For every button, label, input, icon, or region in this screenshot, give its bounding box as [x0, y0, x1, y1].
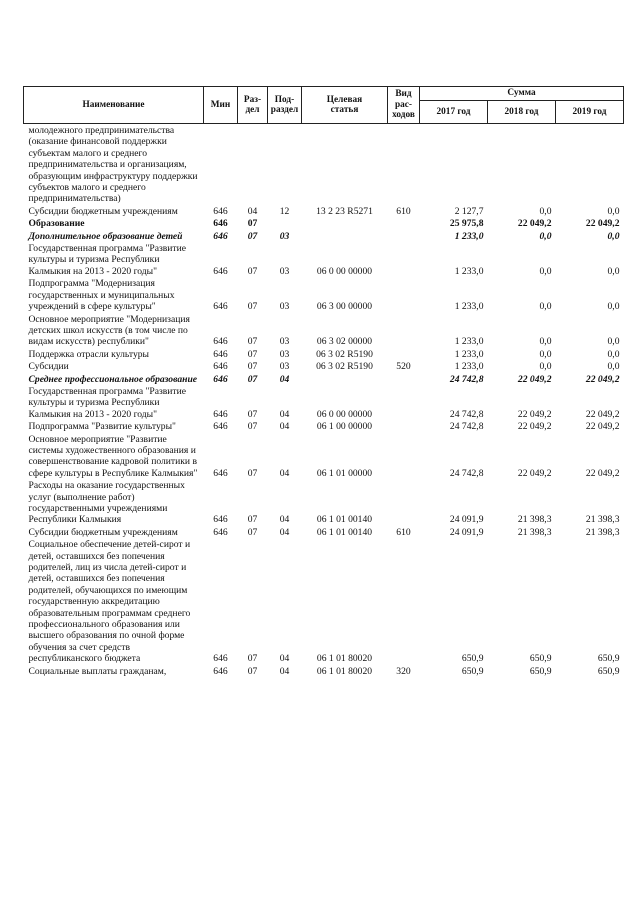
col-header-min: Мин — [204, 87, 238, 124]
row-sum-2018: 650,9 — [529, 665, 552, 677]
row-podrazdel: 03 — [279, 230, 290, 242]
row-target-article — [302, 124, 388, 206]
row-sum-2019: 22 049,2 — [585, 373, 620, 385]
row-target-article: 06 1 00 00000 — [316, 421, 373, 433]
row-sum-2019: 22 049,2 — [585, 408, 620, 420]
table-row — [24, 231, 624, 243]
row-expense-type — [388, 434, 420, 481]
table-row — [24, 206, 624, 218]
table-row — [24, 349, 624, 361]
table-row — [24, 374, 624, 386]
row-name: Подпрограмма "Развитие культуры" — [28, 421, 176, 433]
row-sum-2017: 24 742,8 — [449, 373, 484, 385]
row-sum-2018: 22 049,2 — [517, 421, 552, 433]
row-name: молодежного предпринимательства (оказание финансовой поддержки субъектам малого и среднего предпринимательства и организациям, образующим инфраструктуру поддержки субъектов малого и среднего предпринимательства) — [28, 125, 198, 205]
row-podrazdel: 03 — [279, 361, 290, 373]
row-min: 646 — [213, 230, 228, 242]
row-name: Субсидии бюджетным учреждениям — [28, 526, 178, 538]
row-sum-2017: 1 233,0 — [454, 336, 484, 348]
row-razdel — [238, 124, 268, 206]
table-row — [24, 218, 624, 230]
row-name: Основное мероприятие "Модернизация детских школ искусств (в том числе по видам искусств) республики" — [28, 313, 190, 348]
row-name: Государственная программа "Развитие культуры и туризма Республики Калмыкия на 2013 - 2020 годы" — [28, 243, 187, 277]
col-header-2018: 2018 год — [488, 101, 556, 124]
row-sum-2018 — [488, 124, 556, 206]
row-name: Дополнительное образование детей — [28, 230, 183, 242]
row-sum-2018: 21 398,3 — [517, 526, 552, 538]
row-sum-2019: 0,0 — [607, 230, 620, 242]
row-name: Государственная программа "Развитие культуры и туризма Республики Калмыкия на 2013 - 2020 годы" — [28, 385, 187, 420]
row-sum-2018: 22 049,2 — [517, 373, 552, 385]
row-target-article: 13 2 23 R5271 — [316, 205, 373, 217]
row-sum-2017: 24 091,9 — [449, 526, 484, 538]
row-expense-type — [388, 539, 420, 665]
table-row — [24, 361, 624, 373]
table-row — [24, 124, 624, 206]
row-sum-2018: 0,0 — [539, 265, 552, 277]
row-sum-2019: 0,0 — [607, 336, 620, 348]
row-sum-2018: 0,0 — [539, 301, 552, 313]
row-sum-2017: 1 233,0 — [454, 361, 484, 373]
row-expense-type: 520 — [396, 361, 411, 373]
row-expense-type — [388, 480, 420, 527]
row-sum-2019: 0,0 — [607, 348, 620, 360]
table-row — [24, 421, 624, 433]
row-podrazdel: 04 — [279, 653, 290, 665]
row-target-article: 06 1 01 80020 — [316, 653, 373, 665]
row-target-article: 06 1 01 00140 — [316, 526, 373, 538]
row-min: 646 — [213, 467, 228, 479]
row-podrazdel — [268, 218, 302, 230]
row-target-article — [302, 374, 388, 386]
row-name: Субсидии — [28, 361, 69, 373]
row-expense-type — [388, 421, 420, 433]
row-min: 646 — [213, 421, 228, 433]
row-razdel: 07 — [247, 421, 258, 433]
col-header-2017: 2017 год — [420, 101, 488, 124]
row-podrazdel: 04 — [279, 526, 290, 538]
row-sum-2018: 0,0 — [539, 230, 552, 242]
row-sum-2019: 22 049,2 — [585, 421, 620, 433]
col-header-2019: 2019 год — [556, 101, 624, 124]
row-min: 646 — [213, 265, 228, 277]
row-sum-2017: 25 975,8 — [449, 218, 484, 230]
row-podrazdel: 03 — [279, 301, 290, 313]
row-min: 646 — [213, 205, 228, 217]
table-row — [24, 666, 624, 678]
row-razdel: 07 — [247, 408, 258, 420]
row-sum-2017: 650,9 — [461, 665, 484, 677]
row-razdel: 07 — [247, 514, 258, 526]
row-sum-2018: 0,0 — [539, 205, 552, 217]
row-sum-2018: 0,0 — [539, 348, 552, 360]
row-min: 646 — [213, 514, 228, 526]
row-target-article: 06 1 01 00000 — [316, 467, 373, 479]
row-sum-2019: 0,0 — [607, 205, 620, 217]
row-target-article — [302, 231, 388, 243]
row-expense-type — [388, 314, 420, 349]
row-expense-type: 610 — [396, 205, 411, 217]
row-podrazdel: 03 — [279, 336, 290, 348]
row-sum-2017: 24 091,9 — [449, 514, 484, 526]
row-razdel: 07 — [247, 336, 258, 348]
row-podrazdel: 03 — [279, 265, 290, 277]
row-podrazdel: 04 — [279, 421, 290, 433]
row-target-article: 06 3 02 R5190 — [316, 348, 373, 360]
row-podrazdel: 03 — [279, 348, 290, 360]
row-target-article: 06 1 01 80020 — [316, 665, 373, 677]
row-min: 646 — [213, 526, 228, 538]
row-min — [204, 124, 238, 206]
row-name: Расходы на оказание государственных услуг (выполнение работ) государственными учреждениями Республики Калмыкия — [28, 480, 185, 526]
row-razdel: 07 — [247, 265, 258, 277]
row-podrazdel: 04 — [279, 373, 290, 385]
row-sum-2019: 21 398,3 — [585, 514, 620, 526]
row-target-article: 06 3 02 00000 — [316, 336, 373, 348]
table-row — [24, 434, 624, 481]
row-sum-2017: 650,9 — [461, 653, 484, 665]
row-name: Среднее профессиональное образование — [28, 373, 198, 385]
row-razdel: 07 — [247, 373, 258, 385]
row-sum-2018: 0,0 — [539, 336, 552, 348]
row-sum-2019: 650,9 — [597, 653, 620, 665]
row-expense-type — [388, 124, 420, 206]
row-name: Поддержка отрасли культуры — [28, 348, 149, 360]
row-razdel: 07 — [247, 218, 258, 230]
row-min: 646 — [213, 408, 228, 420]
row-expense-type — [388, 349, 420, 361]
row-podrazdel: 04 — [279, 467, 290, 479]
row-sum-2017: 1 233,0 — [454, 265, 484, 277]
row-min: 646 — [213, 373, 228, 385]
col-header-target: Целевая статья — [302, 87, 388, 124]
row-name: Субсидии бюджетным учреждениям — [28, 205, 178, 217]
col-header-vid: Вид рас- ходов — [388, 87, 420, 124]
row-sum-2019: 0,0 — [607, 361, 620, 373]
row-sum-2018: 22 049,2 — [517, 467, 552, 479]
row-min: 646 — [213, 348, 228, 360]
row-target-article: 06 3 00 00000 — [316, 301, 373, 313]
row-expense-type — [388, 386, 420, 421]
row-sum-2017: 24 742,8 — [449, 421, 484, 433]
row-sum-2019: 22 049,2 — [585, 467, 620, 479]
row-name: Подпрограмма "Модернизация государственных и муниципальных учреждений в сфере культуры" — [28, 278, 175, 313]
row-razdel: 07 — [247, 301, 258, 313]
row-sum-2017: 24 742,8 — [449, 467, 484, 479]
row-name: Социальное обеспечение детей-сирот и детей, оставшихся без попечения родителей, лиц из числа детей-сирот и детей, оставшихся без попечения родителей, обучающихся по имеющим государственную аккредитацию образовательным программам среднего профессионального образования или высшего образования по очной форме обучения за счет средств республиканского бюджета — [28, 539, 191, 665]
row-sum-2017: 1 233,0 — [454, 230, 484, 242]
row-sum-2019: 22 049,2 — [585, 218, 620, 230]
row-podrazdel: 04 — [279, 665, 290, 677]
row-sum-2018: 22 049,2 — [517, 218, 552, 230]
table-row — [24, 278, 624, 313]
row-expense-type: 320 — [396, 665, 411, 677]
col-header-razdel: Раз- дел — [238, 87, 268, 124]
row-sum-2017 — [420, 124, 488, 206]
row-podrazdel: 04 — [279, 514, 290, 526]
row-podrazdel — [268, 124, 302, 206]
row-expense-type — [388, 278, 420, 313]
col-header-podrazdel: Под- раздел — [268, 87, 302, 124]
row-target-article: 06 0 00 00000 — [316, 408, 373, 420]
row-min: 646 — [213, 665, 228, 677]
row-name: Образование — [28, 218, 85, 230]
row-sum-2017: 24 742,8 — [449, 408, 484, 420]
row-sum-2019: 21 398,3 — [585, 526, 620, 538]
row-expense-type: 610 — [396, 526, 411, 538]
row-min: 646 — [213, 361, 228, 373]
table-row — [24, 243, 624, 278]
row-sum-2019: 0,0 — [607, 265, 620, 277]
table-row — [24, 314, 624, 349]
row-sum-2018: 650,9 — [529, 653, 552, 665]
row-expense-type — [388, 374, 420, 386]
col-header-name: Наименование — [24, 87, 204, 124]
row-target-article: 06 3 02 R5190 — [316, 361, 373, 373]
row-min: 646 — [213, 218, 228, 230]
row-podrazdel: 04 — [279, 408, 290, 420]
row-expense-type — [388, 243, 420, 278]
row-target-article: 06 1 01 00140 — [316, 514, 373, 526]
row-sum-2018: 22 049,2 — [517, 408, 552, 420]
row-expense-type — [388, 218, 420, 230]
row-razdel: 07 — [247, 653, 258, 665]
row-sum-2019: 650,9 — [597, 665, 620, 677]
row-sum-2017: 1 233,0 — [454, 348, 484, 360]
row-razdel: 07 — [247, 467, 258, 479]
row-expense-type — [388, 231, 420, 243]
row-sum-2018: 21 398,3 — [517, 514, 552, 526]
row-min: 646 — [213, 301, 228, 313]
row-razdel: 07 — [247, 665, 258, 677]
row-razdel: 07 — [247, 526, 258, 538]
row-sum-2019 — [556, 124, 624, 206]
table-row — [24, 527, 624, 539]
row-razdel: 07 — [247, 348, 258, 360]
budget-table — [23, 86, 624, 678]
table-row — [24, 539, 624, 665]
row-min: 646 — [213, 336, 228, 348]
row-target-article: 06 0 00 00000 — [316, 265, 373, 277]
row-razdel: 04 — [247, 205, 258, 217]
row-sum-2017: 1 233,0 — [454, 301, 484, 313]
row-name: Основное мероприятие "Развитие системы художественного образования и совершенствование кадровой политики в сфере культуры в Республике Калмыкия" — [28, 433, 198, 479]
row-sum-2018: 0,0 — [539, 361, 552, 373]
table-row — [24, 386, 624, 421]
row-razdel: 07 — [247, 361, 258, 373]
row-name: Социальные выплаты гражданам, — [28, 665, 167, 677]
row-target-article — [302, 218, 388, 230]
row-sum-2017: 2 127,7 — [454, 205, 484, 217]
row-podrazdel: 12 — [279, 205, 290, 217]
row-sum-2019: 0,0 — [607, 301, 620, 313]
col-header-sum: Сумма — [420, 87, 624, 101]
table-row — [24, 480, 624, 527]
row-razdel: 07 — [247, 230, 258, 242]
row-min: 646 — [213, 653, 228, 665]
